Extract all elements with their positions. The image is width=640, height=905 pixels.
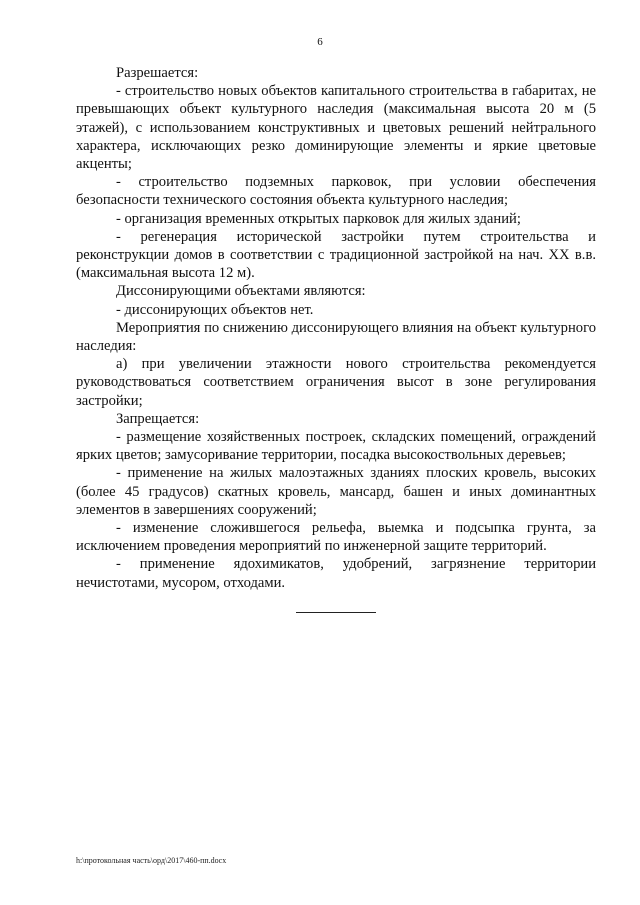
- paragraph-allowed-3: - организация временных открытых парковок для жилых зданий;: [116, 210, 521, 227]
- paragraph-allowed-heading: Разрешается:: [116, 65, 199, 81]
- paragraph-prohibited-2: - применение на жилых малоэтажных зданиях плоских кровель, высоких (более 45 градусов) скатных кровель, мансард, башен и иных доминантных элементов в завершениях сооружений;: [76, 465, 596, 518]
- paragraph-allowed-2: - строительство подземных парковок, при условии обеспечения безопасности технического состояния объекта культурного наследия;: [76, 174, 596, 209]
- footer-file-path: h:\протокольная часть\орд\2017\460-пп.docx: [76, 856, 227, 865]
- end-separator-line: [296, 612, 376, 613]
- paragraph-allowed-1: - строительство новых объектов капитального строительства в габаритах, не превышающих объект культурного наследия (максимальная высота 20 м (5 этажей), с использованием конструктивных и цветовых решений нейтрального характера, исключающих резко доминирующие элементы и яркие цветовые акценты;: [76, 83, 596, 173]
- paragraph-dissonant-1: - диссонирующих объектов нет.: [116, 301, 314, 318]
- paragraph-measures-heading: Мероприятия по снижению диссонирующего влияния на объект культурного наследия:: [76, 319, 596, 355]
- paragraph-prohibited-heading: Запрещается:: [116, 410, 200, 427]
- paragraph-dissonant-heading: Диссонирующими объектами являются:: [116, 283, 366, 300]
- paragraph-prohibited-4: - применение ядохимикатов, удобрений, загрязнение территории нечистотами, мусором, отходами.: [76, 556, 596, 591]
- paragraph-allowed-4: - регенерация исторической застройки путем строительства и реконструкции домов в соответствии с традиционной застройкой на нач. XX в.в. (максимальная высота 12 м).: [76, 228, 596, 282]
- paragraph-measures-1: а) при увеличении этажности нового строительства рекомендуется руководствоваться соответствием ограничения высот в зоне регулирования застройки;: [76, 356, 596, 409]
- document-body: [76, 64, 596, 592]
- page-number: 6: [317, 36, 323, 48]
- paragraph-prohibited-1: - размещение хозяйственных построек, складских помещений, ограждений ярких цветов; замусоривание территории, посадка высокоствольных деревьев;: [76, 429, 596, 464]
- paragraph-prohibited-3: - изменение сложившегося рельефа, выемка и подсыпка грунта, за исключением проведения мероприятий по инженерной защите территорий.: [76, 520, 596, 555]
